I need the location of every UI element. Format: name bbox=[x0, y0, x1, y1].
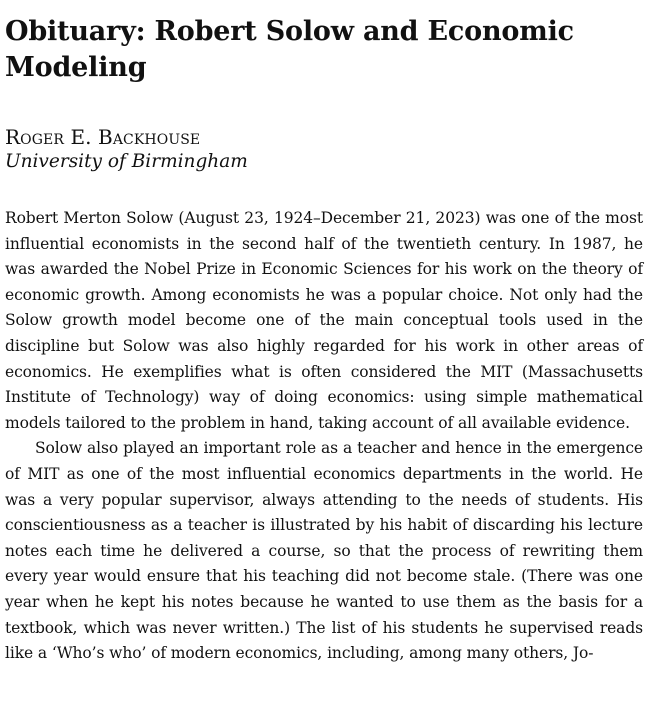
author-affiliation: University of Birmingham bbox=[5, 151, 248, 172]
body-paragraph: Solow also played an important role as a teacher and hence in the emergence of MIT as one of the most influential economics departments in the world. He was a very popular supervisor, always attending to the needs of students. His conscientiousness as a teacher is illustrated by his habit of discarding his lecture notes each time he delivered a course, so that the process of rewriting them every year would ensure that his teaching did not become stale. (There was one year when he kept his notes because he wanted to use them as the basis for a textbook, which was never written.) The list of his students he supervised reads like a ‘Who’s who’ of modern economics, including, among many others, Jo- bbox=[5, 439, 643, 663]
article-body bbox=[5, 206, 643, 667]
article-page bbox=[5, 0, 643, 667]
body-paragraph: Robert Merton Solow (August 23, 1924–December 21, 2023) was one of the most influential economists in the second half of the twentieth century. In 1987, he was awarded the Nobel Prize in Economic Sciences for his work on the theory of economic growth. Among economists he was a popular choice. Not only had the Solow growth model become one of the main conceptual tools used in the discipline but Solow was also highly regarded for his work in other areas of economics. He exemplifies what is often considered the MIT (Massachusetts Institute of Technology) way of doing economics: using simple mathematical models tailored to the problem in hand, taking account of all available evidence. bbox=[5, 209, 643, 432]
article-title: Obituary: Robert Solow and Economic Modeling bbox=[5, 16, 574, 83]
byline bbox=[5, 124, 643, 174]
author-name: Roger E. Backhouse bbox=[5, 125, 201, 149]
